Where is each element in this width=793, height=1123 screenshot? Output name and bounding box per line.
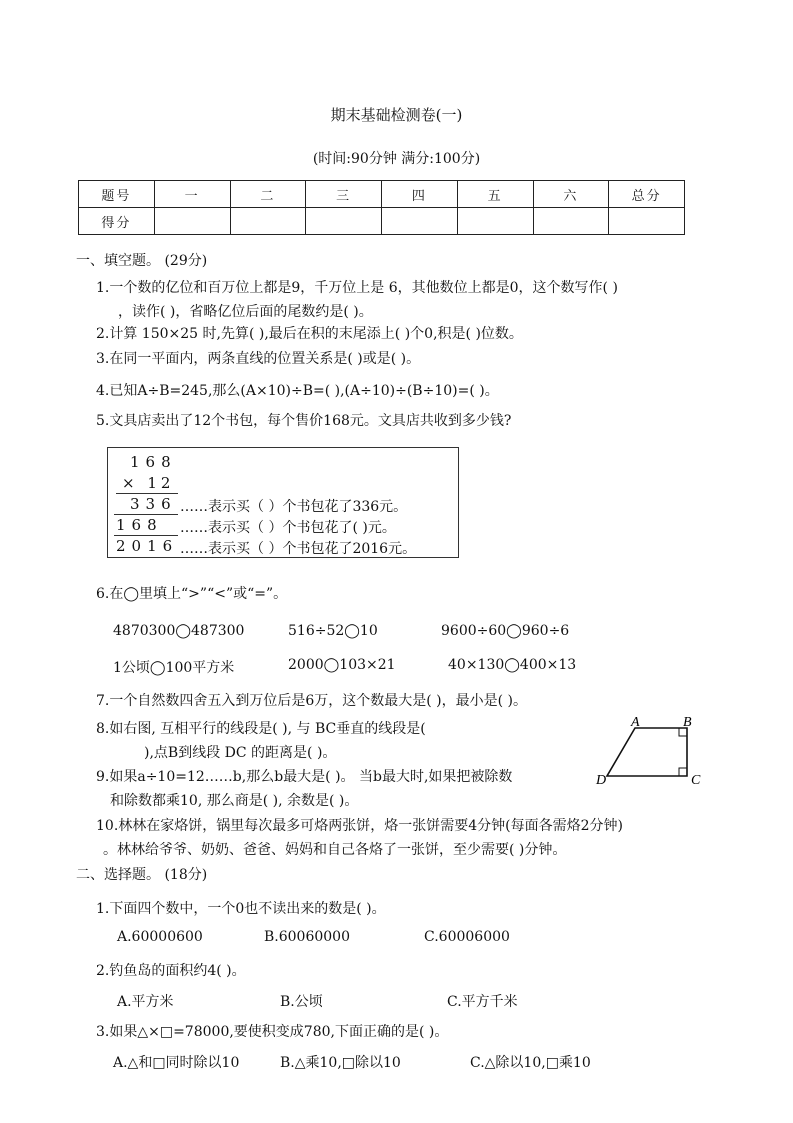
compare-item: 1公顷◯100平方米 — [113, 660, 235, 676]
question-1-6: 6.在◯里填上“>”“<”或“=”。 — [96, 586, 288, 602]
table-cell: 总分 — [609, 181, 685, 208]
table-cell: 二 — [230, 181, 306, 208]
score-input-cell[interactable] — [382, 208, 458, 235]
question-1-10-line2: 。林林给爷爷、奶奶、爸爸、妈妈和自己各烙了一张饼，至少需要( )分钟。 — [103, 842, 567, 858]
compare-item: 4870300◯487300 — [113, 623, 245, 639]
section-1-title: 一、填空题。 (29分) — [76, 253, 208, 269]
question-2-2: 2.钓鱼岛的面积约4( )。 — [96, 963, 246, 979]
option-a[interactable]: A.△和□同时除以10 — [113, 1055, 240, 1071]
page-title: 期末基础检测卷(一) — [330, 106, 463, 124]
table-cell: 四 — [382, 181, 458, 208]
question-1-4: 4.已知A÷B=245,那么(A×10)÷B=( ),(A÷10)÷(B÷10)=( )。 — [96, 383, 499, 399]
trapezoid-shape — [607, 728, 687, 776]
vertex-d-label: D — [596, 773, 607, 788]
question-1-1-line2: ，读作( )，省略亿位后面的尾数约是( )。 — [118, 304, 373, 320]
exam-info: (时间:90分钟 满分:100分) — [312, 151, 481, 167]
question-1-7: 7.一个自然数四舍五入到万位后是6万，这个数最大是( )，最小是( )。 — [96, 693, 528, 709]
table-cell: 五 — [457, 181, 533, 208]
question-1-5: 5.文具店卖出了12个书包，每个售价168元。文具店共收到多少钱? — [96, 413, 512, 429]
option-b[interactable]: B.公顷 — [280, 994, 323, 1010]
calc-rule-1 — [116, 493, 178, 494]
compare-item: 2000◯103×21 — [288, 657, 396, 673]
calc-multiplier: × 12 — [122, 474, 175, 492]
question-1-10-line1: 10.林林在家烙饼，锅里每次最多可烙两张饼，烙一张饼需要4分钟(每面各需烙2分钟) — [96, 818, 624, 834]
table-row — [79, 208, 685, 235]
question-2-1: 1.下面四个数中，一个0也不读出来的数是( )。 — [96, 901, 386, 917]
compare-item: 516÷52◯10 — [288, 623, 378, 639]
option-c[interactable]: C.平方千米 — [447, 994, 518, 1010]
option-b[interactable]: B.△乘10,□除以10 — [280, 1055, 401, 1071]
table-cell: 三 — [306, 181, 382, 208]
calc-rule-2 — [114, 514, 178, 515]
question-1-9-line2: 和除数都乘10, 那么商是( ), 余数是( )。 — [110, 793, 359, 809]
compare-item: 40×130◯400×13 — [448, 657, 577, 673]
score-input-cell[interactable] — [533, 208, 609, 235]
calc-product-text: ……表示买（ ）个书包花了2016元。 — [180, 541, 417, 557]
table-cell: 题号 — [79, 181, 155, 208]
right-angle-mark-c — [679, 768, 687, 776]
calc-partial-1-text: ……表示买（ ）个书包花了336元。 — [180, 499, 408, 515]
calc-partial-1: 336 — [130, 495, 177, 513]
table-cell: 得分 — [79, 208, 155, 235]
vertex-b-label: B — [683, 715, 692, 730]
vertex-a-label: A — [631, 715, 640, 730]
option-c[interactable]: C.60006000 — [424, 929, 510, 945]
option-a[interactable]: A.60000600 — [117, 929, 203, 945]
question-2-3: 3.如果△×□=78000,要使积变成780,下面正确的是( )。 — [96, 1024, 449, 1040]
table-cell: 一 — [154, 181, 230, 208]
option-c[interactable]: C.△除以10,□乘10 — [470, 1055, 591, 1071]
calc-product: 2016 — [116, 537, 179, 555]
question-1-2: 2.计算 150×25 时,先算( ),最后在积的末尾添上( )个0,积是( )位数。 — [96, 326, 523, 342]
question-1-8-line2: ),点B到线段 DC 的距离是( )。 — [144, 745, 337, 761]
score-input-cell[interactable] — [457, 208, 533, 235]
calc-multiplicand: 168 — [130, 453, 177, 471]
calc-partial-2-text: ……表示买（ ）个书包花了( )元。 — [180, 520, 396, 536]
score-input-cell[interactable] — [230, 208, 306, 235]
table-cell: 六 — [533, 181, 609, 208]
option-b[interactable]: B.60060000 — [264, 929, 350, 945]
vertex-c-label: C — [691, 773, 701, 788]
calc-partial-2: 168 — [116, 516, 163, 534]
option-a[interactable]: A.平方米 — [117, 994, 174, 1010]
question-1-9-line1: 9.如果a÷10=12……b,那么b最大是( )。 当b最大时,如果把被除数 — [96, 769, 513, 785]
score-input-cell[interactable] — [609, 208, 685, 235]
score-input-cell[interactable] — [306, 208, 382, 235]
score-table — [78, 180, 685, 235]
question-1-1-line1: 1.一个数的亿位和百万位上都是9，千万位上是 6，其他数位上都是0，这个数写作( ) — [96, 280, 618, 296]
table-row — [79, 181, 685, 208]
calc-rule-3 — [114, 535, 178, 536]
multiplication-box — [107, 447, 459, 558]
trapezoid-figure — [595, 712, 710, 790]
compare-item: 9600÷60◯960÷6 — [441, 623, 570, 639]
section-2-title: 二、选择题。 (18分) — [76, 867, 208, 883]
question-1-8-line1: 8.如右图, 互相平行的线段是( ), 与 BC垂直的线段是( — [96, 721, 426, 737]
score-input-cell[interactable] — [154, 208, 230, 235]
question-1-3: 3.在同一平面内，两条直线的位置关系是( )或是( )。 — [96, 351, 421, 367]
